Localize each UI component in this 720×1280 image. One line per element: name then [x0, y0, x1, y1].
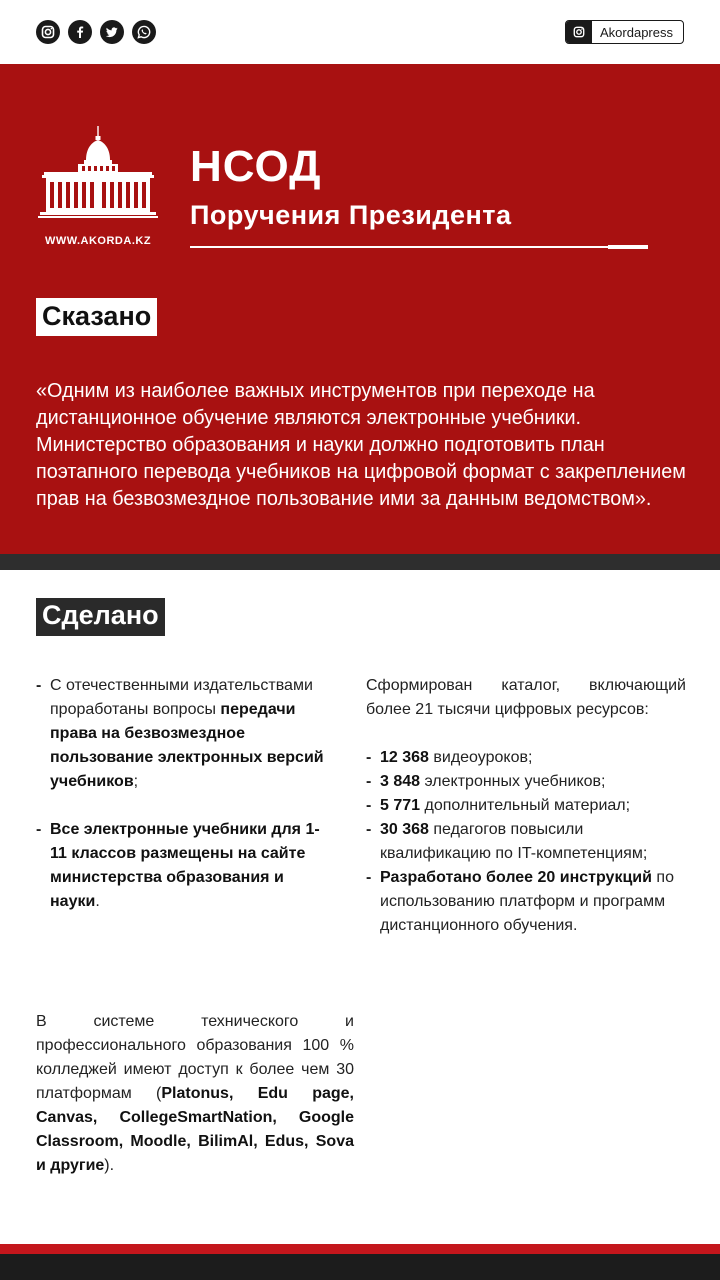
whatsapp-icon[interactable]: [132, 20, 156, 44]
list-item: - 5 771 дополнительный материал;: [366, 797, 631, 814]
quote-line: «Одним из наиболее важных инструментов при переходе на: [36, 380, 595, 402]
page-subtitle: Поручения Президента: [190, 200, 512, 230]
catalog-intro: Сформирован каталог, включающий более 21 тысячи цифровых ресурсов:: [366, 677, 686, 718]
akordapress-handle[interactable]: [565, 20, 684, 44]
said-label: Сказано: [36, 298, 157, 336]
akorda-building-icon: [38, 126, 158, 224]
handle-text: Akordapress: [600, 24, 673, 40]
done-right-column: [366, 674, 686, 938]
bullet-dash: -: [36, 821, 42, 838]
logo-url: WWW.AKORDA.KZ: [44, 235, 152, 247]
title-divider: [190, 246, 610, 248]
done-label: Сделано: [36, 598, 165, 636]
quote-line: поэтапного перевода учебников на цифровой формат с закреплением: [36, 461, 686, 483]
social-links: [36, 20, 156, 44]
quote-line: Министерство образования и науки должно подготовить план: [36, 434, 605, 456]
list-item: - 30 368 педагогов повысили квалификацию по IT-компетенциям;: [366, 821, 648, 862]
instagram-icon: [566, 21, 592, 43]
footer-stripe: [0, 1244, 720, 1254]
akorda-logo: [38, 126, 158, 247]
instagram-icon[interactable]: [36, 20, 60, 44]
list-item: [36, 818, 336, 914]
quote-line: прав на безвозмездное пользование ими за данным ведомством».: [36, 488, 652, 510]
list-item-text: С отечественными издательствами проработаны вопросы передачи права на безвозмездное пользование электронных версий учебников;: [50, 677, 324, 790]
banner: [0, 64, 720, 554]
page-title: НСОД: [190, 142, 322, 191]
list-item: - Разработано более 20 инструкций по использованию платформ и программ дистанционного обучения.: [366, 869, 674, 934]
list-item-text: Все электронные учебники для 1-11 классов размещены на сайте министерства образования и науки.: [50, 821, 320, 910]
title-divider-accent: [608, 245, 648, 249]
colleges-paragraph: В системе технического и профессионального образования 100 % колледжей имеют доступ к более чем 30 платформам (Platonus, Edu page, Canvas, CollegeSmartNation, Google Classroom, Moodle, BilimAl, Edus, Sova и другие).: [36, 1013, 354, 1174]
bullet-dash: -: [36, 677, 42, 694]
section-divider: [0, 554, 720, 570]
done-left-column: [36, 674, 336, 914]
facebook-icon[interactable]: [68, 20, 92, 44]
quote-line: дистанционное обучение являются электронные учебники.: [36, 407, 582, 429]
footer-bar: [0, 1254, 720, 1280]
list-item: - 12 368 видеоуроков;: [366, 749, 533, 766]
president-quote: [36, 378, 686, 513]
twitter-icon[interactable]: [100, 20, 124, 44]
list-item: - 3 848 электронных учебников;: [366, 773, 606, 790]
list-item: [36, 674, 336, 794]
top-bar: [0, 0, 720, 64]
